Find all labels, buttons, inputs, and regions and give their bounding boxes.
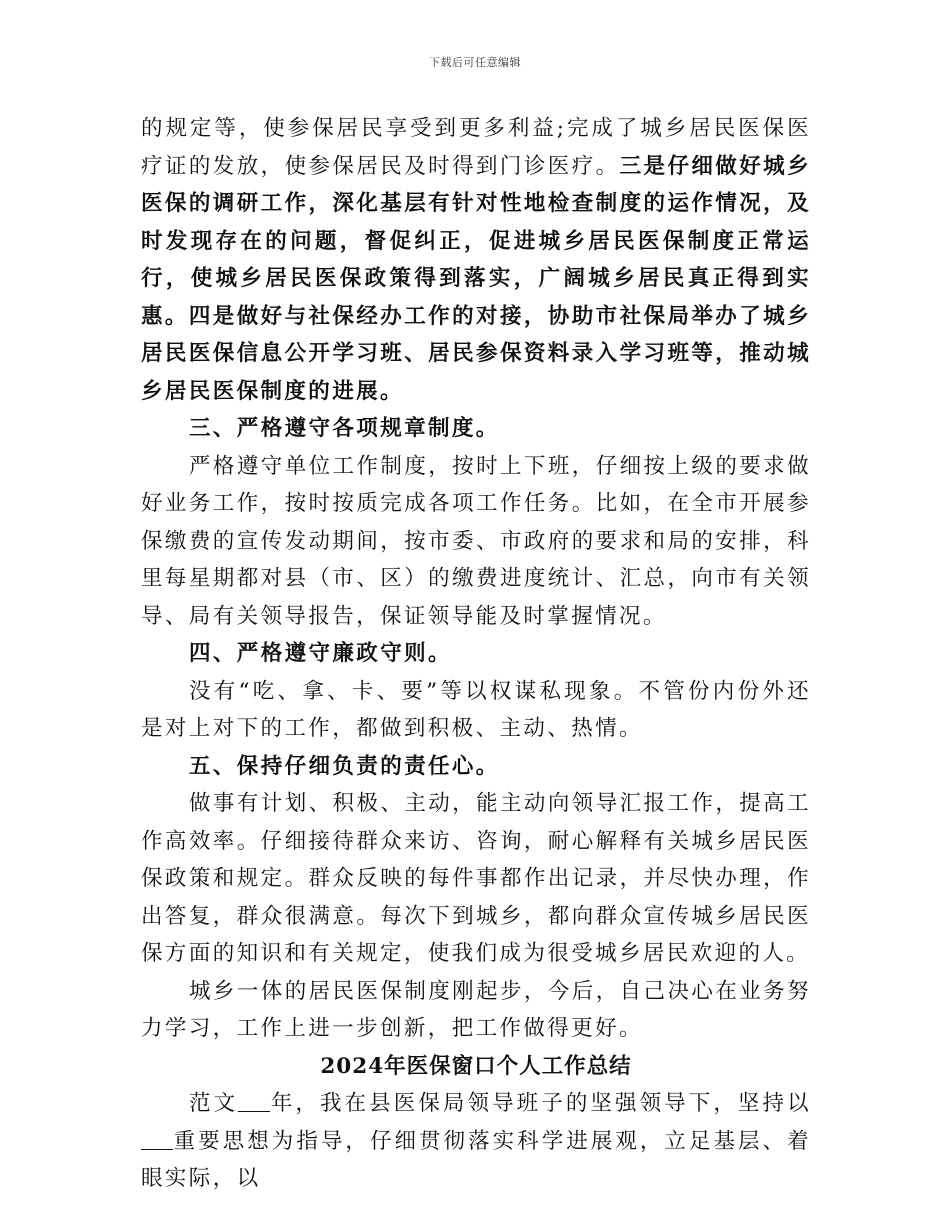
paragraph-7-end: 重要思想为指导，仔细贯彻落实科学进展观，立足基层、着眼实际，以 — [141, 1128, 811, 1191]
paragraph-1-text: 的规定等，使参保居民享受到更多利益;完成了城乡居民医保医疗证的发放，使参保居民及时得到门诊医疗。 — [141, 116, 811, 179]
section-heading-3: 三、严格遵守各项规章制度。 — [189, 416, 500, 441]
section-heading-4: 四、严格遵守廉政守则。 — [189, 641, 452, 666]
paragraph-1 — [141, 110, 811, 410]
paragraph-1-bold-text: 三是仔细做好城乡医保的调研工作，深化基层有针对性地检查制度的运作情况，及时发现存在的问题，督促纠正，促进城乡居民医保制度正常运行，使城乡居民医保政策得到落实，广阔城乡居民真正得到实惠。四是做好与社保经办工作的对接，协助市社保局举办了城乡居民医保信息公开学习班、居民参保资料录入学习班等，推动城乡居民医保制度的进展。 — [141, 153, 811, 404]
section-heading-5: 五、保持仔细负责的责任心。 — [189, 753, 500, 779]
blank-line — [238, 1091, 270, 1112]
paragraph-5: 做事有计划、积极、主动，能主动向领导汇报工作，提高工作高效率。仔细接待群众来访、咨询，耐心解释有关城乡居民医保政策和规定。群众反映的每件事都作出记录，并尽快办理，作出答复，群众很满意。每次下到城乡，都向群众宣传城乡居民医保方面的知识和有关规定，使我们成为很受城乡居民欢迎的人。 — [141, 791, 811, 966]
blank-line — [141, 1129, 173, 1150]
paragraph-4: 没有“吃、拿、卡、要”等以权谋私现象。不管份内份外还是对上对下的工作，都做到积极、主动、热情。 — [141, 678, 811, 741]
paragraph-7-start: 范文 — [189, 1091, 239, 1116]
document-title: 2024年医保窗口个人工作总结 — [320, 1053, 632, 1079]
paragraph-7 — [141, 1085, 811, 1198]
paragraph-3: 严格遵守单位工作制度，按时上下班，仔细按上级的要求做好业务工作，按时按质完成各项工作任务。比如，在全市开展参保缴费的宣传发动期间，按市委、市政府的要求和局的安排，科里每星期都对县（市、区）的缴费进度统计、汇总，向市有关领导、局有关领导报告，保证领导能及时掌握情况。 — [141, 453, 811, 629]
page-header-note: 下载后可任意编辑 — [429, 56, 521, 69]
paragraph-7-middle: 年，我在县医保局领导班子的坚强领导下，坚持以 — [270, 1091, 811, 1116]
document-body — [141, 110, 811, 1198]
paragraph-6: 城乡一体的居民医保制度刚起步，今后，自己决心在业务努力学习，工作上进一步创新，把工作做得更好。 — [141, 978, 811, 1041]
